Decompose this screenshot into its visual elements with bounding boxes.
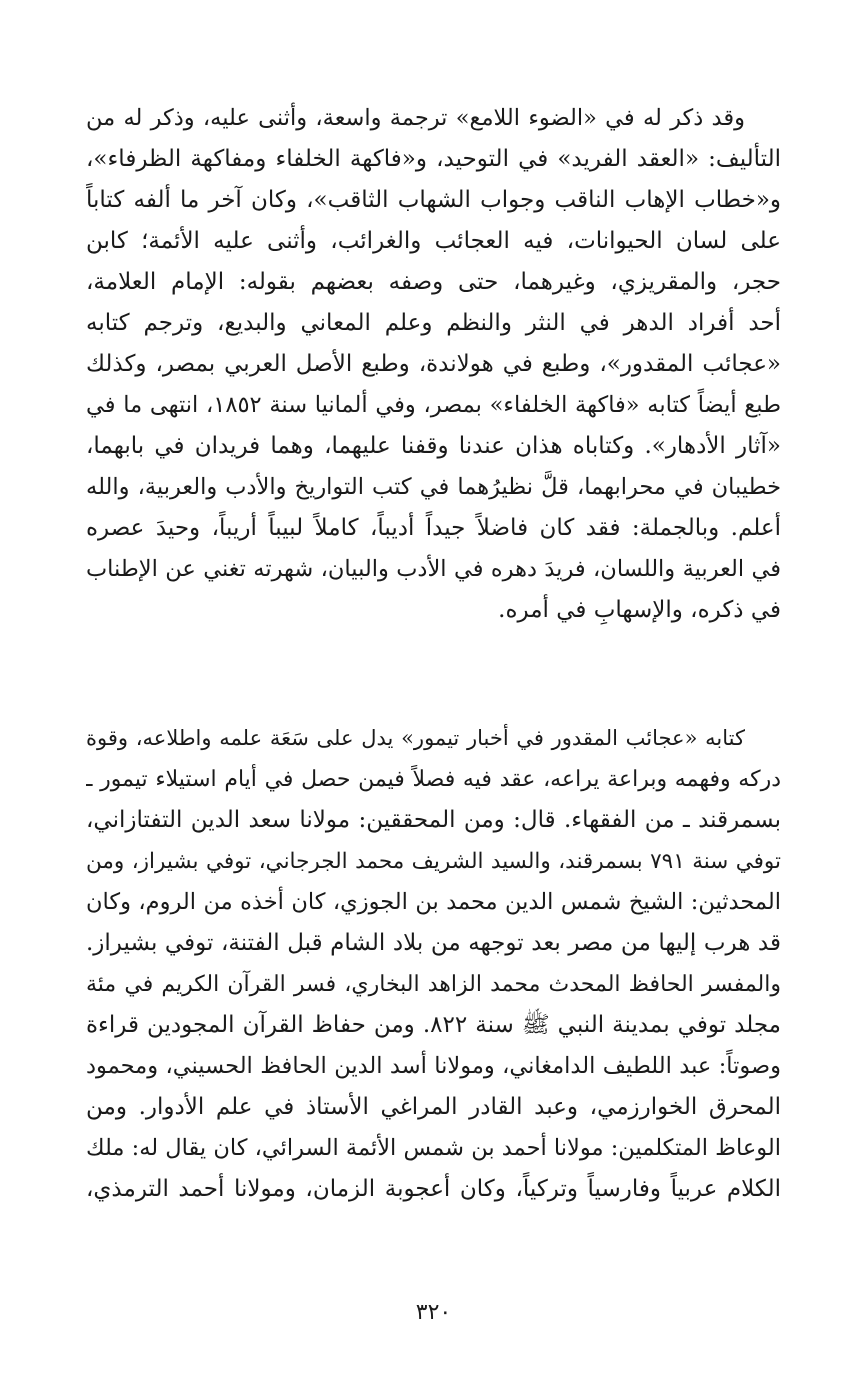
paragraph-line: مجلد توفي بمدينة النبي ﷺ سنة ٨٢٢. ومن حفاظ القرآن المجودين قراءة: [86, 1012, 781, 1038]
paragraph-line: المحرق الخوارزمي، وعبد القادر المراغي الأستاذ في علم الأدوار. ومن: [86, 1094, 781, 1120]
paragraph-line: كتابه «عجائب المقدور في أخبار تيمور» يدل على سَعَة علمه واطلاعه، وقوة: [86, 726, 745, 750]
paragraph-line: في العربية واللسان، فريدَ دهره في الأدب والبيان، شهرته تغني عن الإطناب: [86, 556, 781, 582]
paragraph-line: الكلام عربياً وفارسياً وتركياً، وكان أعجوبة الزمان، ومولانا أحمد الترمذي،: [86, 1176, 781, 1202]
paragraph-line: قد هرب إليها من مصر بعد توجهه من بلاد الشام قبل الفتنة، توفي بشيراز.: [86, 930, 781, 956]
paragraph-line: والمفسر الحافظ المحدث محمد الزاهد البخاري، فسر القرآن الكريم في مئة: [86, 972, 781, 997]
paragraph-line: «عجائب المقدور»، وطبع في هولاندة، وطبع الأصل العربي بمصر، وكذلك: [86, 351, 781, 377]
paragraph-line: التأليف: «العقد الفريد» في التوحيد، و«فاكهة الخلفاء ومفاكهة الظرفاء»،: [86, 146, 781, 172]
paragraph-1: [86, 98, 781, 631]
paragraph-line: وقد ذكر له في «الضوء اللامع» ترجمة واسعة، وأثنى عليه، وذكر له من: [86, 105, 745, 131]
paragraph-line: أعلم. وبالجملة: فقد كان فاضلاً جيداً أديباً، كاملاً لبيباً أريباً، وحيدَ عصره: [86, 515, 781, 541]
paragraph-line: الوعاظ المتكلمين: مولانا أحمد بن شمس الأئمة السرائي، كان يقال له: ملك: [86, 1135, 781, 1161]
paragraph-line: «آثار الأدهار». وكتاباه هذان عندنا وقفنا عليهما، وهما فريدان في بابهما،: [86, 433, 781, 459]
paragraph-line: طبع أيضاً كتابه «فاكهة الخلفاء» بمصر، وفي ألمانيا سنة ١٨٥٢، انتهى ما في: [86, 392, 781, 418]
page-number: ٣٢٠: [415, 1300, 452, 1325]
paragraph-line: بسمرقند ـ من الفقهاء. قال: ومن المحققين: مولانا سعد الدين التفتازاني،: [86, 807, 781, 833]
paragraph-2: [86, 718, 781, 1210]
paragraph-line: المحدثين: الشيخ شمس الدين محمد بن الجوزي، كان أخذه من الروم، وكان: [86, 889, 781, 915]
paragraph-line: على لسان الحيوانات، فيه العجائب والغرائب، وأثنى عليه الأئمة؛ كابن: [86, 228, 781, 254]
paragraph-line: في ذكره، والإسهابِ في أمره.: [498, 597, 781, 623]
paragraph-line: توفي سنة ٧٩١ بسمرقند، والسيد الشريف محمد الجرجاني، توفي بشيراز، ومن: [86, 849, 781, 874]
paragraph-line: وصوتاً: عبد اللطيف الدامغاني، ومولانا أسد الدين الحافظ الحسيني، ومحمود: [86, 1053, 781, 1079]
paragraph-line: خطيبان في محرابهما، قلَّ نظيرُهما في كتب التواريخ والأدب والعربية، والله: [86, 474, 781, 500]
paragraph-line: حجر، والمقريزي، وغيرهما، حتى وصفه بعضهم بقوله: الإمام العلامة،: [86, 269, 781, 295]
paragraph-line: و«خطاب الإهاب الناقب وجواب الشهاب الثاقب»، وكان آخر ما ألفه كتاباً: [86, 187, 781, 213]
paragraph-line: أحد أفراد الدهر في النثر والنظم وعلم المعاني والبديع، وترجم كتابه: [86, 310, 781, 336]
paragraph-line: دركه وفهمه وبراعة يراعه، عقد فيه فصلاً فيمن حصل في أيام استيلاء تيمور ـ: [86, 767, 781, 792]
